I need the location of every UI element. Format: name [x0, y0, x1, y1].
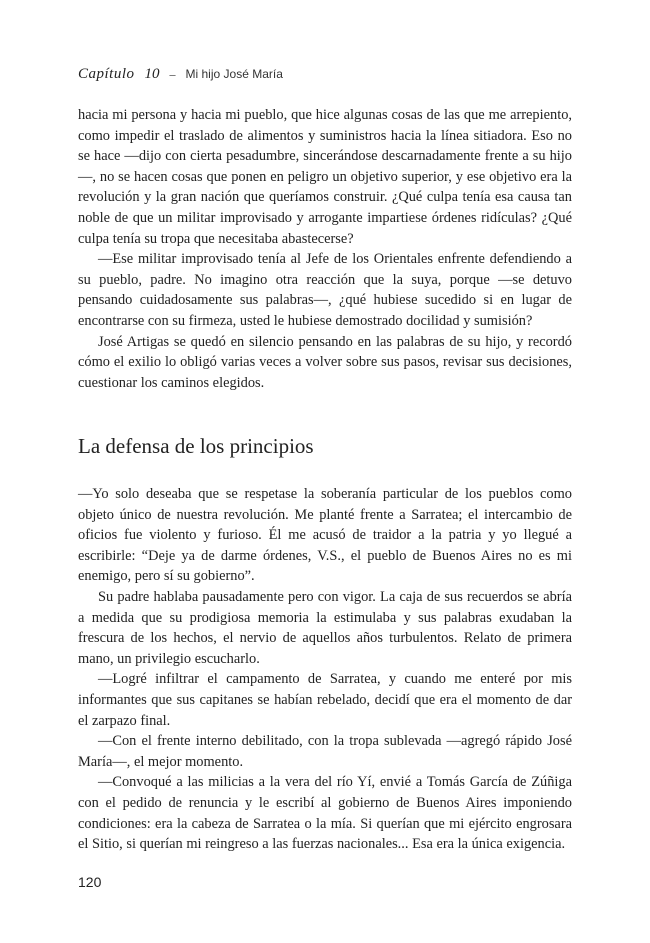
paragraph: —Con el frente interno debilitado, con la tropa sublevada —agregó rápido José María—, el mejor momento.: [78, 733, 572, 770]
section-heading: La defensa de los principios: [78, 434, 314, 458]
paragraph: hacia mi persona y hacia mi pueblo, que hice algunas cosas de las que me arrepiento, como impedir el traslado de alimentos y suministros hacia la línea sitiadora. Eso no se hace —dijo con cierta pesadumbre, sincerándose descarnadamente frente a su hijo—, no se hacen cosas que ponen en peligro un objetivo superior, y ese objetivo era la revolución y la gran nación que queríamos construir. ¿Qué culpa tenía esa causa tan noble de que un militar improvisado y arrogante impartiese órdenes ridículas? ¿Qué culpa tenía su tropa que necesitaba abastecerse?: [78, 107, 572, 247]
body-text-bottom: [78, 484, 572, 855]
running-header: [78, 66, 283, 83]
paragraph: —Yo solo deseaba que se respetase la soberanía particular de los pueblos como objeto único de nuestra revolución. Me planté frente a Sarratea; el intercambio de oficios fue violento y furioso. Él me acusó de traidor a la patria y yo llegué a escribirle: “Deje ya de darme órdenes, V.S., el pueblo de Buenos Aires no es mi enemigo, pero sí su gobierno”.: [78, 486, 572, 585]
page-number: 120: [78, 874, 102, 890]
paragraph: Su padre hablaba pausadamente pero con vigor. La caja de sus recuerdos se abría a medida que su prodigiosa memoria la estimulaba y sus palabras exudaban la frescura de los hechos, el nervio de aquellos años turbulentos. Relato de primera mano, un privilegio escucharlo.: [78, 588, 572, 667]
chapter-number: 10: [144, 66, 160, 82]
paragraph: —Ese militar improvisado tenía al Jefe de los Orientales enfrente defendiendo a su pueblo, padre. No imagino otra reacción que la suya, porque —se detuvo pensando cuidadosamente sus palabras—, ¿qué hubiese sucedido si en lugar de encontrarse con su firmeza, usted le hubiese demostrado docilidad y sumisión?: [78, 251, 572, 329]
header-separator: –: [169, 67, 176, 81]
body-text-top: [78, 105, 572, 393]
paragraph: José Artigas se quedó en silencio pensando en las palabras de su hijo, y recordó cómo el exilio lo obligó varias veces a volver sobre sus pasos, revisar sus decisiones, cuestionar los caminos elegidos.: [78, 333, 572, 391]
chapter-title: Mi hijo José María: [185, 67, 283, 81]
paragraph: —Convoqué a las milicias a la vera del río Yí, envié a Tomás García de Zúñiga con el pedido de renuncia y le escribí al gobierno de Buenos Aires imponiendo condiciones: era la cabeza de Sarratea o la mía. Si querían que mi ejército engrosara el Sitio, si querían mi reingreso a las fuerzas nacionales... Esa era la única exigencia.: [78, 774, 572, 853]
chapter-label: Capítulo: [78, 66, 135, 82]
paragraph: —Logré infiltrar el campamento de Sarratea, y cuando me enteré por mis informantes que sus capitanes se habían rebelado, decidí que era el momento de dar el zarpazo final.: [78, 671, 572, 729]
